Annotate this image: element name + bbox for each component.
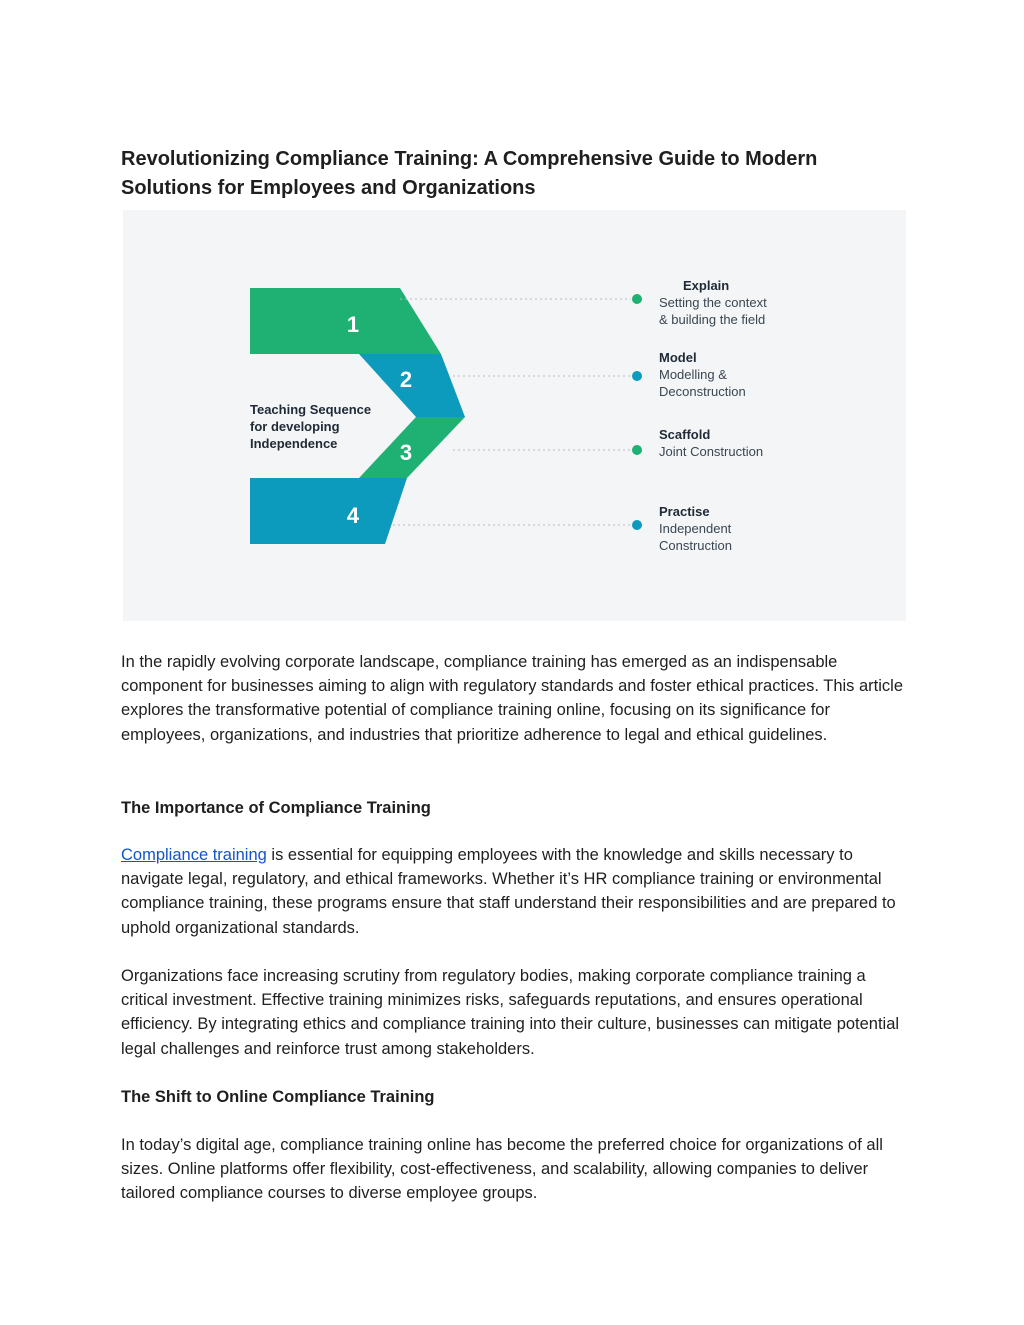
- step-4-number: 4: [346, 503, 360, 528]
- intro-paragraph: In the rapidly evolving corporate landscape, compliance training has emerged as an indispensable component for businesses aiming to align with regulatory standards and foster ethical practices. This article explores the transformative potential of compliance training online, focusing on its significance for employees, organizations, and industries that prioritize adherence to legal and ethical guidelines.: [121, 653, 904, 744]
- step-3-dot: [632, 445, 642, 455]
- diagram-svg: [123, 210, 906, 621]
- step-3-title: Scaffold: [659, 427, 711, 442]
- section-heading-online-shift: The Shift to Online Compliance Training: [121, 1088, 435, 1106]
- step-3-desc-line-1: Joint Construction: [659, 444, 764, 459]
- importance-paragraph-1-text: is essential for equipping employees with the knowledge and skills necessary to navigate legal, regulatory, and ethical frameworks. Whether it’s HR compliance training or environmental compliance training, these programs ensure that staff understand their responsibilities and are prepared to uphold organizational standards.: [121, 846, 896, 937]
- step-4-title: Practise: [659, 504, 710, 519]
- importance-paragraph-1: [121, 843, 911, 940]
- step-2-desc-line-1: Modelling &: [659, 367, 727, 382]
- step-1-number: 1: [346, 312, 360, 337]
- step-4-desc-line-1: Independent: [659, 521, 732, 536]
- online-shift-paragraph-1: In today’s digital age, compliance training online has become the preferred choice for organizations of all sizes. Online platforms offer flexibility, cost-effectiveness, and scalability, allowing companies to deliver tailored compliance courses to diverse employee groups.: [121, 1136, 883, 1203]
- step-1-desc-line-2: & building the field: [659, 312, 766, 327]
- step-4-shape: [250, 478, 407, 544]
- section-heading-importance: The Importance of Compliance Training: [121, 799, 431, 817]
- step-4-dot: [632, 520, 642, 530]
- compliance-training-link[interactable]: Compliance training: [121, 846, 267, 864]
- article-title: Revolutionizing Compliance Training: A Comprehensive Guide to Modern Solutions for Employees and Organizations: [121, 148, 818, 199]
- step-1-dot: [632, 294, 642, 304]
- center-label-line-1: Teaching Sequence: [250, 402, 372, 417]
- center-label-line-3: Independence: [250, 436, 338, 451]
- step-2-number: 2: [399, 367, 413, 392]
- step-3-number: 3: [399, 440, 413, 465]
- step-2-title: Model: [659, 350, 697, 365]
- step-1-desc-line-1: Setting the context: [659, 295, 767, 310]
- teaching-sequence-diagram: [123, 210, 906, 621]
- step-4-desc-line-2: Construction: [659, 538, 732, 553]
- center-label-line-2: for developing: [250, 419, 340, 434]
- step-2-dot: [632, 371, 642, 381]
- step-1-shape: [250, 288, 441, 354]
- step-1-title: Explain: [683, 278, 730, 293]
- importance-paragraph-2: Organizations face increasing scrutiny from regulatory bodies, making corporate compliance training a critical investment. Effective training minimizes risks, safeguards reputations, and ensures operational efficiency. By integrating ethics and compliance training into their culture, businesses can mitigate potential legal challenges and reinforce trust among stakeholders.: [121, 967, 900, 1058]
- step-2-desc-line-2: Deconstruction: [659, 384, 746, 399]
